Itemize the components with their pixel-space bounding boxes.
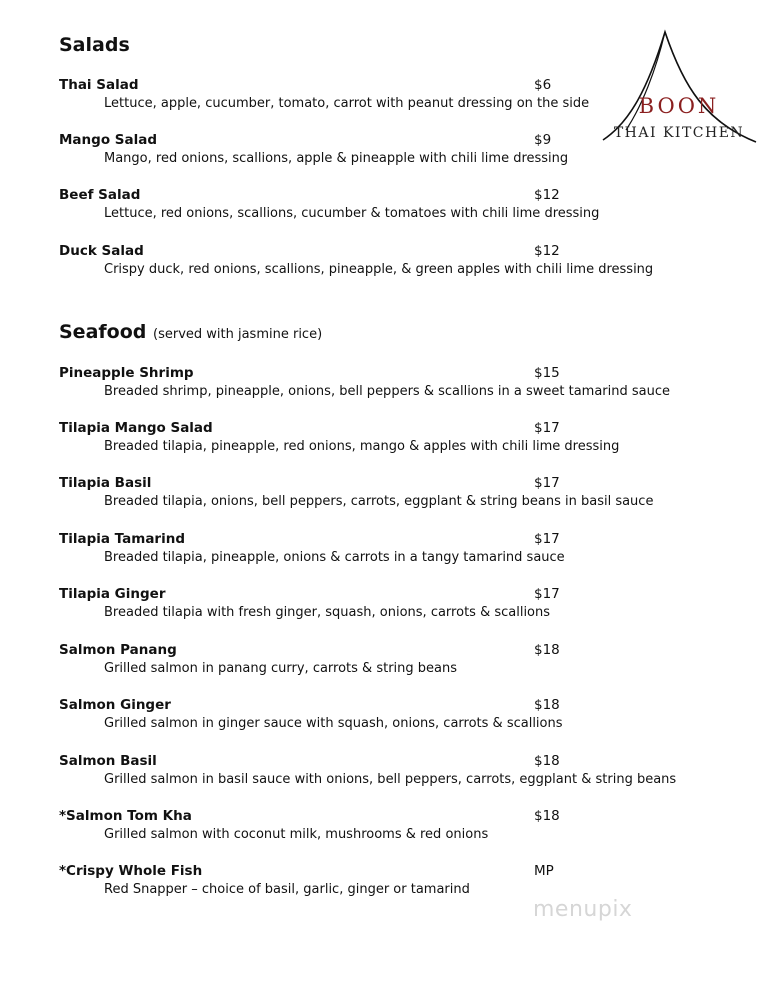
item-name: Thai Salad: [59, 77, 139, 93]
item-name: Salmon Basil: [59, 753, 157, 769]
item-name: *Salmon Tom Kha: [59, 808, 192, 824]
menu-item: [59, 420, 759, 460]
item-name: Tilapia Basil: [59, 475, 152, 491]
item-description: Grilled salmon with coconut milk, mushrooms & red onions: [104, 827, 489, 842]
item-description: Grilled salmon in panang curry, carrots & string beans: [104, 661, 458, 676]
item-name: Duck Salad: [59, 243, 144, 259]
item-description: Breaded tilapia, pineapple, onions & carrots in a tangy tamarind sauce: [104, 550, 565, 565]
logo-subtitle: THAI KITCHEN: [613, 125, 745, 141]
seafood-note: (served with jasmine rice): [153, 327, 323, 342]
menu-item: [59, 697, 759, 737]
item-description: Breaded tilapia, onions, bell peppers, carrots, eggplant & string beans in basil sauce: [104, 494, 654, 509]
item-description: Grilled salmon in ginger sauce with squash, onions, carrots & scallions: [104, 716, 563, 731]
item-description: Red Snapper – choice of basil, garlic, ginger or tamarind: [104, 882, 470, 897]
item-price: MP: [534, 863, 554, 879]
item-description: Mango, red onions, scallions, apple & pineapple with chili lime dressing: [104, 151, 569, 166]
item-description: Crispy duck, red onions, scallions, pineapple, & green apples with chili lime dressing: [104, 262, 654, 277]
menu-item: [59, 365, 759, 405]
item-price: $12: [534, 187, 560, 203]
item-name: Beef Salad: [59, 187, 141, 203]
menupix-watermark: menupix: [533, 897, 633, 922]
menu-item: [59, 132, 759, 172]
item-description: Lettuce, red onions, scallions, cucumber & tomatoes with chili lime dressing: [104, 206, 600, 221]
item-description: Lettuce, apple, cucumber, tomato, carrot with peanut dressing on the side: [104, 96, 590, 111]
item-name: Tilapia Mango Salad: [59, 420, 213, 436]
menu-item: [59, 243, 759, 283]
salads-title: Salads: [59, 34, 130, 56]
item-name: Tilapia Tamarind: [59, 531, 185, 547]
item-price: $17: [534, 475, 560, 491]
menu-item: [59, 187, 759, 227]
seafood-title: Seafood: [59, 321, 147, 343]
item-price: $15: [534, 365, 560, 381]
salads-heading: [59, 34, 130, 56]
item-price: $17: [534, 586, 560, 602]
menu-item: [59, 475, 759, 515]
item-description: Breaded shrimp, pineapple, onions, bell peppers & scallions in a sweet tamarind sauce: [104, 384, 671, 399]
logo-brand-name: BOON: [638, 94, 720, 118]
item-name: Salmon Ginger: [59, 697, 171, 713]
item-name: Pineapple Shrimp: [59, 365, 194, 381]
menu-item: [59, 531, 759, 571]
item-price: $18: [534, 753, 560, 769]
item-price: $17: [534, 420, 560, 436]
menu-item: [59, 753, 759, 793]
item-price: $6: [534, 77, 552, 93]
item-name: Mango Salad: [59, 132, 158, 148]
menu-item: [59, 642, 759, 682]
menu-item: [59, 77, 759, 117]
item-price: $18: [534, 808, 560, 824]
item-price: $17: [534, 531, 560, 547]
item-description: Grilled salmon in basil sauce with onions, bell peppers, carrots, eggplant & string beans: [104, 772, 677, 787]
item-name: *Crispy Whole Fish: [59, 863, 203, 879]
item-name: Tilapia Ginger: [59, 586, 166, 602]
menu-item: [59, 863, 759, 903]
item-description: Breaded tilapia with fresh ginger, squash, onions, carrots & scallions: [104, 605, 551, 620]
item-price: $18: [534, 697, 560, 713]
item-name: Salmon Panang: [59, 642, 177, 658]
menu-item: [59, 808, 759, 848]
item-price: $18: [534, 642, 560, 658]
menu-item: [59, 586, 759, 626]
item-price: $12: [534, 243, 560, 259]
item-description: Breaded tilapia, pineapple, red onions, mango & apples with chili lime dressing: [104, 439, 620, 454]
seafood-heading: [59, 321, 322, 343]
item-price: $9: [534, 132, 552, 148]
